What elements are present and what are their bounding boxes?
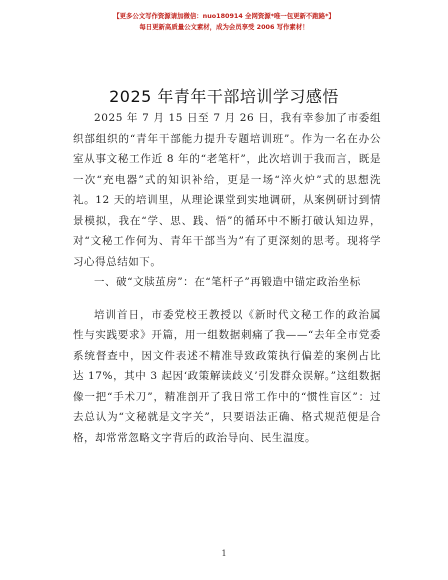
body-paragraph: 培训首日，市委党校王教授以《新时代文秘工作的政治属性与实践要求》开篇，用一组数据刺痛了我——“去年全市党委系统督查中，因文件表述不精准导致政策执行偏差的案例占比达 17%，其中 3 起因‘政策解读歧义’引发群众误解。”这组数据像一把“手术刀”，精准剖开了我日常工作中的“惯性盲区”：过去总认为“文秘就是文字关”，只要语法正确、格式规范便是合格，却常常忽略文字背后的政治导向、民生温度。 — [73, 308, 381, 444]
intro-paragraph: 2025 年 7 月 15 日至 7 月 26 日，我有幸参加了市委组织部组织的“青年干部能力提升专题培训班”。作为一名在办公室从事文秘工作近 8 年的“老笔杆”，此次培训于我而言，既是一次“充电器”式的知识补给，更是一场“淬火炉”式的思想洗礼。12 天的培训里，从理论课堂到实地调研，从案例研讨到情景模拟，我在“学、思、践、悟”的循环中不断打破认知边界，对“文秘工作何为、青年干部当为”有了更深刻的思考。现将学习心得总结如下。 — [73, 112, 381, 268]
document-body — [73, 108, 381, 448]
document-title: 2025 年青年干部培训学习感悟 — [109, 87, 339, 106]
section-heading: 一、破“文牍茧房”：在“笔杆子”再锻造中锚定政治坐标 — [94, 276, 361, 288]
header-banner-line-1: 【更多公文写作资源请加微信：nuo180914 全网资源*唯一包更新不跑路*】 — [113, 12, 335, 20]
page-number: 1 — [221, 549, 227, 558]
header-banner-line-2: 每日更新高质量公文素材，成为会员享受 2006 写作素材！ — [139, 23, 309, 31]
